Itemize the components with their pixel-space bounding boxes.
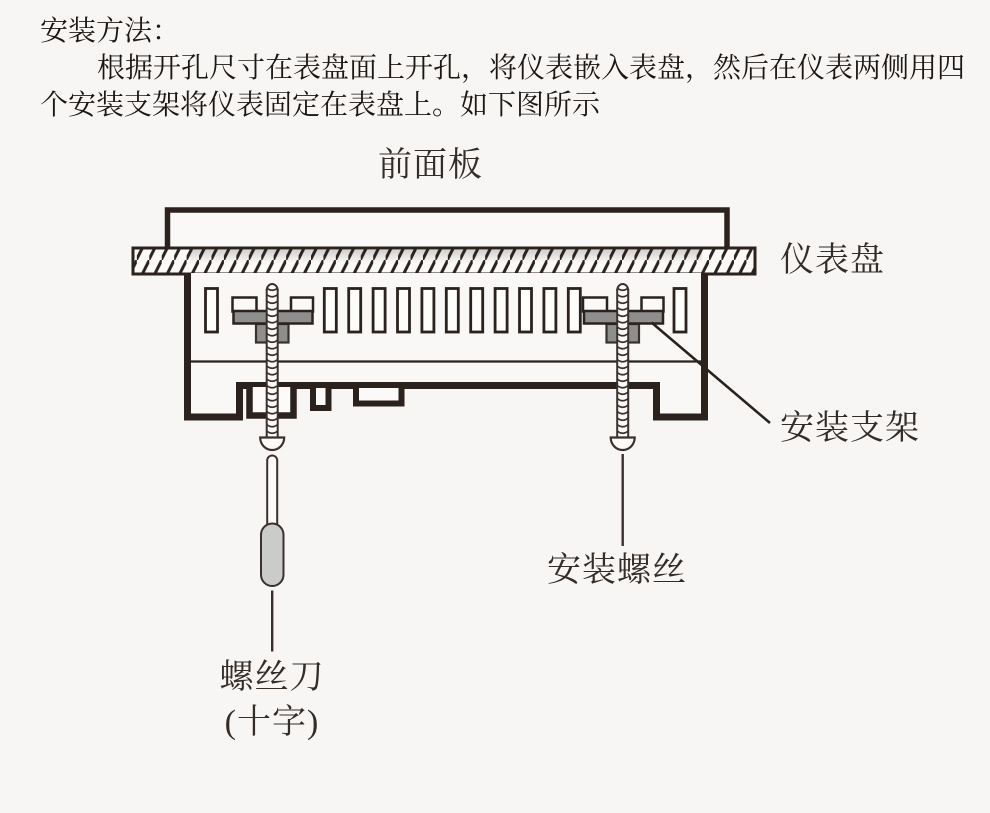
vent-slot: [206, 289, 218, 333]
instructions-heading: 安装方法：: [40, 16, 181, 47]
front-panel-outline: [168, 210, 728, 250]
screwdriver-label: [172, 655, 372, 745]
screwdriver-label-name: 螺丝刀: [219, 659, 325, 696]
vent-slot: [446, 289, 458, 333]
screwdriver-handle: [261, 524, 284, 587]
screwdriver-shaft: [267, 456, 277, 529]
bracket-prong: [583, 298, 607, 312]
vent-slot: [373, 289, 385, 333]
instructions-line-1: 根据开孔尺寸在表盘面上开孔，将仪表嵌入表盘，然后在仪表两侧用四: [97, 53, 966, 84]
bracket-prong: [642, 298, 664, 312]
screwdriver-graphic: [261, 456, 284, 587]
vent-slot: [544, 289, 556, 333]
vent-slot: [422, 289, 434, 333]
meter-body-tab-wide: [356, 388, 402, 404]
bracket-prong: [291, 298, 313, 312]
vent-slot: [349, 289, 361, 333]
vent-slot: [495, 289, 507, 333]
dial-panel-hatch: [133, 248, 755, 274]
mounting-bracket-label: 安装支架: [780, 410, 920, 447]
vent-slot: [324, 289, 336, 333]
meter-body-tab-small: [313, 388, 329, 408]
mounting-screw-label: 安装螺丝: [547, 552, 687, 589]
vent-slot: [471, 289, 483, 333]
bracket-prong: [233, 298, 257, 312]
vent-slot: [568, 289, 580, 333]
instrument-panel-label: 仪表盘: [780, 242, 885, 279]
screw-head-dome: [260, 438, 284, 451]
instructions-line-2: 个安装支架将仪表固定在表盘上。如下图所示: [40, 90, 601, 121]
front-panel-label: 前面板: [378, 147, 483, 184]
vent-slot: [674, 289, 686, 333]
vent-slot: [520, 289, 532, 333]
vent-slot: [398, 289, 410, 333]
instrument-panel-hatched-bar: [133, 248, 755, 274]
screw-head-dome: [611, 438, 635, 451]
screwdriver-label-type: (十字): [224, 704, 320, 741]
